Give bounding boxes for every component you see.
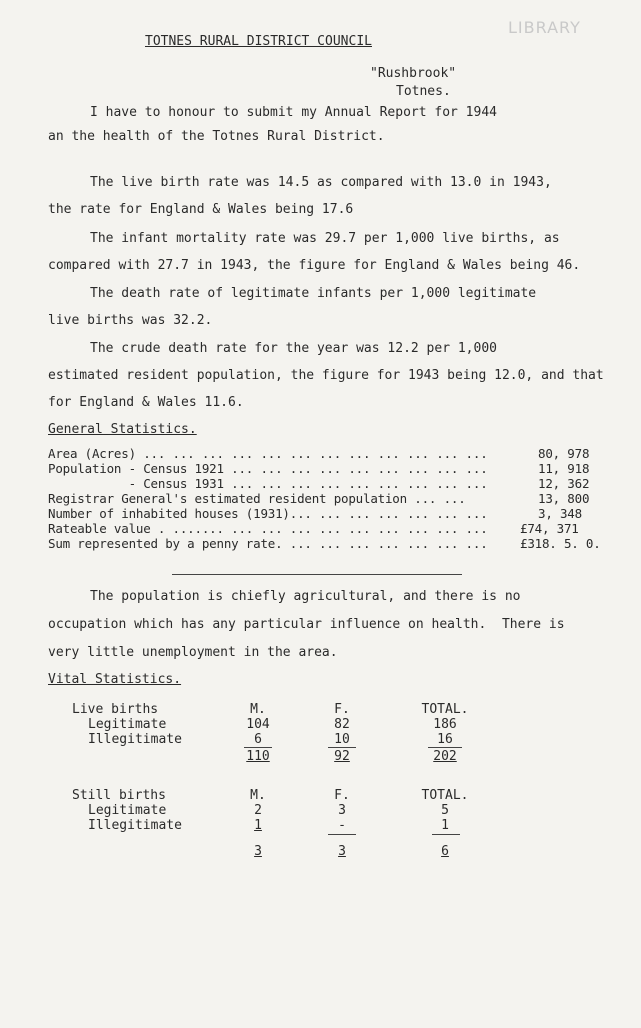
para4-line-1: The crude death rate for the year was 12.2 per 1,000: [90, 341, 497, 356]
total-rule-m: [244, 747, 272, 748]
total-f: 92: [334, 749, 350, 764]
stat-value: 11, 918: [538, 461, 590, 476]
stat-label: Registrar General's estimated resident population ... ...: [48, 491, 466, 506]
library-stamp: LIBRARY: [508, 18, 581, 37]
cell-total: 1: [441, 818, 449, 833]
population-line-2: occupation which has any particular influence on health. There is: [48, 617, 565, 632]
intro-line-1: I have to honour to submit my Annual Report for 1944: [90, 105, 497, 120]
population-line-3: very little unemployment in the area.: [48, 645, 338, 660]
para1-line-1: The live birth rate was 14.5 as compared with 13.0 in 1943,: [90, 175, 552, 190]
stat-value: 80, 978: [538, 446, 590, 461]
cell-total: 186: [433, 717, 457, 732]
para2-line-2: compared with 27.7 in 1943, the figure for England & Wales being 46.: [48, 258, 581, 273]
total-m: 3: [254, 844, 262, 859]
council-heading: TOTNES RURAL DISTRICT COUNCIL: [145, 34, 372, 49]
col-header-m: M.: [250, 702, 266, 717]
para2-line-1: The infant mortality rate was 29.7 per 1,000 live births, as: [90, 231, 560, 246]
row-label: Legitimate: [88, 803, 167, 818]
cell-m: 6: [254, 732, 262, 747]
cell-f: -: [338, 818, 346, 833]
para1-line-2: the rate for England & Wales being 17.6: [48, 202, 354, 217]
stat-label: Population - Census 1921 ... ... ... ... ... ... ... ... ...: [48, 461, 488, 476]
stat-label: Rateable value . ....... ... ... ... ... ... ... ... ... ...: [48, 521, 488, 536]
stat-label: - Census 1931 ... ... ... ... ... ... ... ... ...: [48, 476, 488, 491]
row-label: Illegitimate: [88, 732, 182, 747]
stat-value: 13, 800: [538, 491, 590, 506]
col-header-total: TOTAL.: [421, 788, 469, 803]
cell-f: 82: [334, 717, 350, 732]
intro-line-2: an the health of the Totnes Rural District.: [48, 129, 385, 144]
total-m: 110: [246, 749, 270, 764]
cell-m: 104: [246, 717, 270, 732]
col-header-total: TOTAL.: [421, 702, 469, 717]
total-rule-total: [432, 834, 460, 835]
cell-m: 2: [254, 803, 262, 818]
para4-line-2: estimated resident population, the figure for 1943 being 12.0, and that: [48, 368, 604, 383]
stat-label: Number of inhabited houses (1931)... ... ... ... ... ... ...: [48, 506, 488, 521]
cell-m: 1: [254, 818, 262, 833]
vital-stats-heading: Vital Statistics.: [48, 672, 182, 687]
para4-line-3: for England & Wales 11.6.: [48, 395, 244, 410]
para3-line-1: The death rate of legitimate infants per 1,000 legitimate: [90, 286, 537, 301]
cell-f: 3: [338, 803, 346, 818]
cell-f: 10: [334, 732, 350, 747]
total-total: 6: [441, 844, 449, 859]
section-divider: [172, 574, 462, 575]
address-line-2: Totnes.: [396, 84, 451, 99]
stat-value: £318. 5. 0.: [520, 536, 601, 551]
stat-label: Sum represented by a penny rate. ... ... ... ... ... ... ...: [48, 536, 488, 551]
population-line-1: The population is chiefly agricultural, and there is no: [90, 589, 521, 604]
col-header-f: F.: [334, 788, 350, 803]
address-line-1: "Rushbrook": [370, 66, 457, 81]
cell-total: 16: [437, 732, 453, 747]
total-total: 202: [433, 749, 457, 764]
table-title: Still births: [72, 788, 166, 803]
row-label: Legitimate: [88, 717, 167, 732]
stat-value: £74, 371: [520, 521, 579, 536]
row-label: Illegitimate: [88, 818, 182, 833]
general-stats-heading: General Statistics.: [48, 422, 197, 437]
para3-line-2: live births was 32.2.: [48, 313, 213, 328]
total-rule-f: [328, 747, 356, 748]
stat-value: 12, 362: [538, 476, 590, 491]
total-rule-f: [328, 834, 356, 835]
col-header-m: M.: [250, 788, 266, 803]
table-title: Live births: [72, 702, 159, 717]
cell-total: 5: [441, 803, 449, 818]
stat-value: 3, 348: [538, 506, 582, 521]
col-header-f: F.: [334, 702, 350, 717]
total-rule-total: [428, 747, 462, 748]
total-f: 3: [338, 844, 346, 859]
stat-label: Area (Acres) ... ... ... ... ... ... ... ... ... ... ... ...: [48, 446, 488, 461]
